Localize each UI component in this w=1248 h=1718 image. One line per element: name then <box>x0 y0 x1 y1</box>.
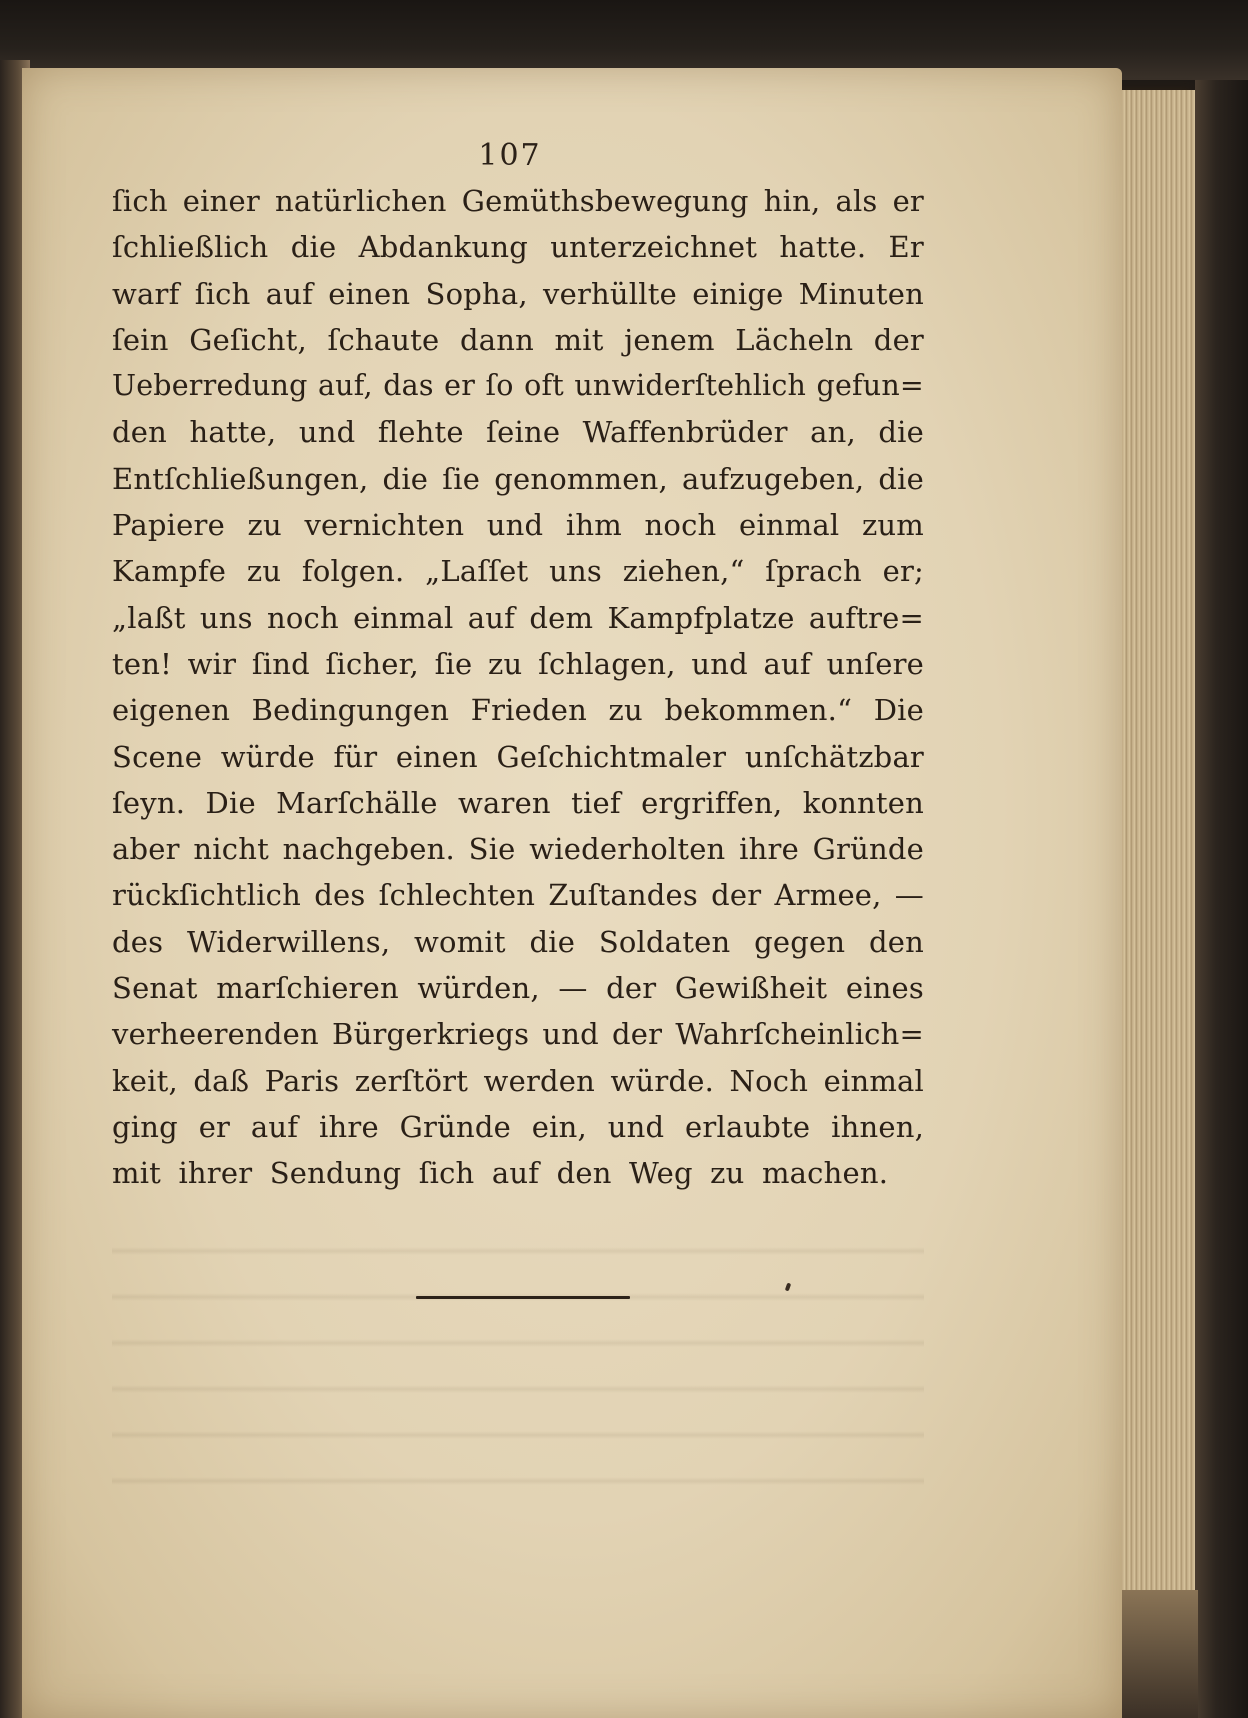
text-line: Entſchließungen, die ſie genommen, aufzugeben, die <box>112 461 924 496</box>
text-line: keit, daß Paris zerſtört werden würde. Noch einmal <box>112 1063 924 1098</box>
text-line: „laßt uns noch einmal auf dem Kampfplatze auftre= <box>112 600 924 635</box>
text-line: verheerenden Bürgerkriegs und der Wahrſcheinlich= <box>112 1017 924 1052</box>
text-line: des Widerwillens, womit die Soldaten gegen den <box>112 924 924 959</box>
body-text <box>112 178 924 1197</box>
text-line: mit ihrer Sendung ſich auf den Weg zu machen. <box>112 1156 889 1191</box>
text-line: Senat marſchieren würden, — der Gewißheit eines <box>112 971 924 1006</box>
text-line: ſein Geſicht, ſchaute dann mit jenem Lächeln der <box>112 322 924 357</box>
text-line: eigenen Bedingungen Frieden zu bekommen.“ Die <box>112 693 924 728</box>
text-line: ten! wir ſind ſicher, ſie zu ſchlagen, und auf unſere <box>112 646 924 681</box>
text-line: den hatte, und flehte ſeine Waffenbrüder an, die <box>112 415 924 450</box>
page-edges <box>1118 90 1198 1590</box>
text-line: rückſichtlich des ſchlechten Zuſtandes der Armee, — <box>112 878 924 913</box>
text-line: ſchließlich die Abdankung unterzeichnet hatte. Er <box>112 230 924 265</box>
text-line: Ueberredung auf, das er ſo oft unwiderſtehlich gefun= <box>112 369 924 403</box>
text-line: Kampfe zu folgen. „Laſſet uns ziehen,“ ſprach er; <box>112 554 924 589</box>
text-line: aber nicht nachgeben. Sie wiederholten ihre Gründe <box>112 832 924 867</box>
page-number: 107 <box>478 138 542 173</box>
text-line: ſeyn. Die Marſchälle waren tief ergriffen, konnten <box>112 785 924 820</box>
scanner-background-right <box>1195 80 1248 1718</box>
text-line: Papiere zu vernichten und ihm noch einmal zum <box>112 508 924 543</box>
text-line: Scene würde für einen Geſchichtmaler unſchätzbar <box>112 739 924 774</box>
text-line: warf ſich auf einen Sopha, verhüllte einige Minuten <box>112 276 924 311</box>
book-edge-shadow <box>1118 1590 1198 1718</box>
section-divider-rule <box>416 1296 630 1299</box>
text-line: ſich einer natürlichen Gemüthsbewegung hin, als er <box>112 184 924 218</box>
text-line: ging er auf ihre Gründe ein, und erlaubte ihnen, <box>112 1109 924 1144</box>
